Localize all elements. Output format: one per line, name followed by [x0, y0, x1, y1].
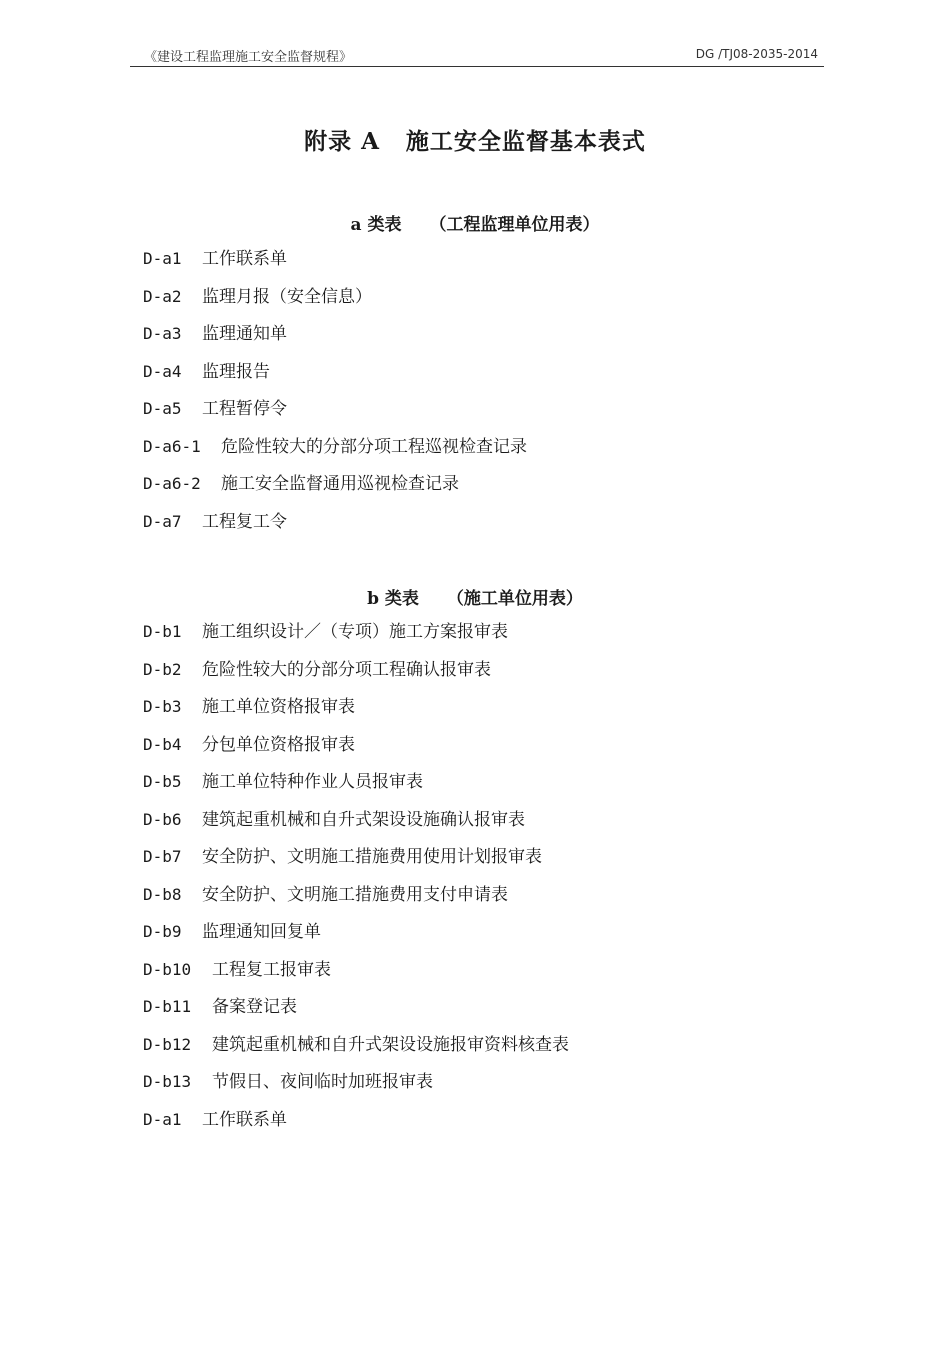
section-a-title [0, 210, 950, 235]
list-item [143, 471, 527, 509]
list-item [143, 321, 527, 359]
section-a-list [143, 246, 527, 546]
section-b-list [143, 619, 569, 1144]
list-item [143, 657, 569, 695]
page-title [0, 123, 950, 156]
form-name: 备案登记表 [212, 997, 297, 1017]
form-name: 工程暂停令 [202, 399, 287, 419]
form-code: D-b1 [143, 622, 182, 641]
form-code: D-a4 [143, 361, 182, 381]
form-code: D-b5 [143, 772, 182, 791]
form-name: 监理通知单 [202, 324, 287, 344]
form-code: D-a3 [143, 324, 182, 343]
list-item [143, 844, 569, 882]
page-header [130, 44, 824, 67]
list-item [143, 732, 569, 770]
list-item [143, 246, 527, 284]
form-code: D-b8 [143, 884, 182, 904]
form-code: D-b4 [143, 734, 182, 754]
form-name: 监理月报（安全信息） [202, 286, 372, 307]
section-b-note: （施工单位用表） [446, 589, 583, 609]
list-item [143, 619, 569, 657]
form-code: D-a1 [143, 249, 182, 268]
list-item [143, 1032, 569, 1070]
appendix-label: 附录 A [304, 128, 380, 155]
form-code: D-a6-1 [143, 436, 201, 456]
form-code: D-b9 [143, 922, 182, 941]
list-item [143, 396, 527, 434]
form-name: 监理报告 [202, 361, 270, 382]
form-code: D-b12 [143, 1034, 192, 1054]
form-code: D-a7 [143, 511, 182, 531]
form-name: 分包单位资格报审表 [202, 734, 355, 755]
header-document-code: DG /TJ08-2035-2014 [695, 47, 818, 61]
header-document-title: 《建设工程监理施工安全监督规程》 [144, 50, 353, 65]
form-name: 工程复工令 [202, 511, 287, 532]
list-item [143, 284, 527, 322]
form-code: D-a6-2 [143, 474, 201, 493]
list-item [143, 957, 569, 995]
form-code: D-b6 [143, 809, 182, 829]
form-name: 建筑起重机械和自升式架设设施报审资料核查表 [212, 1034, 569, 1055]
form-code: D-a1 [143, 1109, 182, 1129]
list-item [143, 919, 569, 957]
form-name: 监理通知回复单 [202, 922, 321, 942]
form-name: 工程复工报审表 [212, 959, 331, 980]
list-item [143, 1107, 569, 1145]
form-name: 施工安全监督通用巡视检查记录 [221, 474, 459, 494]
form-code: D-b10 [143, 959, 192, 979]
list-item [143, 359, 527, 397]
section-a-note: （工程监理单位用表） [429, 215, 600, 235]
form-code: D-b13 [143, 1072, 192, 1091]
list-item [143, 769, 569, 807]
form-name: 危险性较大的分部分项工程巡视检查记录 [221, 436, 527, 457]
list-item [143, 694, 569, 732]
form-name: 节假日、夜间临时加班报审表 [212, 1072, 433, 1092]
section-b-title [0, 584, 950, 609]
form-code: D-a5 [143, 399, 182, 418]
form-code: D-b3 [143, 697, 182, 716]
list-item [143, 1069, 569, 1107]
list-item [143, 994, 569, 1032]
list-item [143, 509, 527, 547]
form-code: D-b2 [143, 659, 182, 679]
form-name: 安全防护、文明施工措施费用支付申请表 [202, 884, 508, 905]
form-name: 施工单位资格报审表 [202, 697, 355, 717]
form-name: 工作联系单 [202, 249, 287, 269]
form-name: 危险性较大的分部分项工程确认报审表 [202, 659, 491, 680]
form-name: 施工组织设计／（专项）施工方案报审表 [202, 622, 508, 642]
list-item [143, 434, 527, 472]
list-item [143, 882, 569, 920]
form-name: 安全防护、文明施工措施费用使用计划报审表 [202, 847, 542, 867]
form-name: 工作联系单 [202, 1109, 287, 1130]
form-name: 施工单位特种作业人员报审表 [202, 772, 423, 792]
form-code: D-b11 [143, 997, 192, 1016]
section-b-label: b 类表 [367, 589, 419, 609]
list-item [143, 807, 569, 845]
section-a-label: a 类表 [350, 215, 402, 235]
appendix-title: 施工安全监督基本表式 [405, 128, 646, 155]
form-code: D-b7 [143, 847, 182, 866]
form-code: D-a2 [143, 286, 182, 306]
form-name: 建筑起重机械和自升式架设设施确认报审表 [202, 809, 525, 830]
